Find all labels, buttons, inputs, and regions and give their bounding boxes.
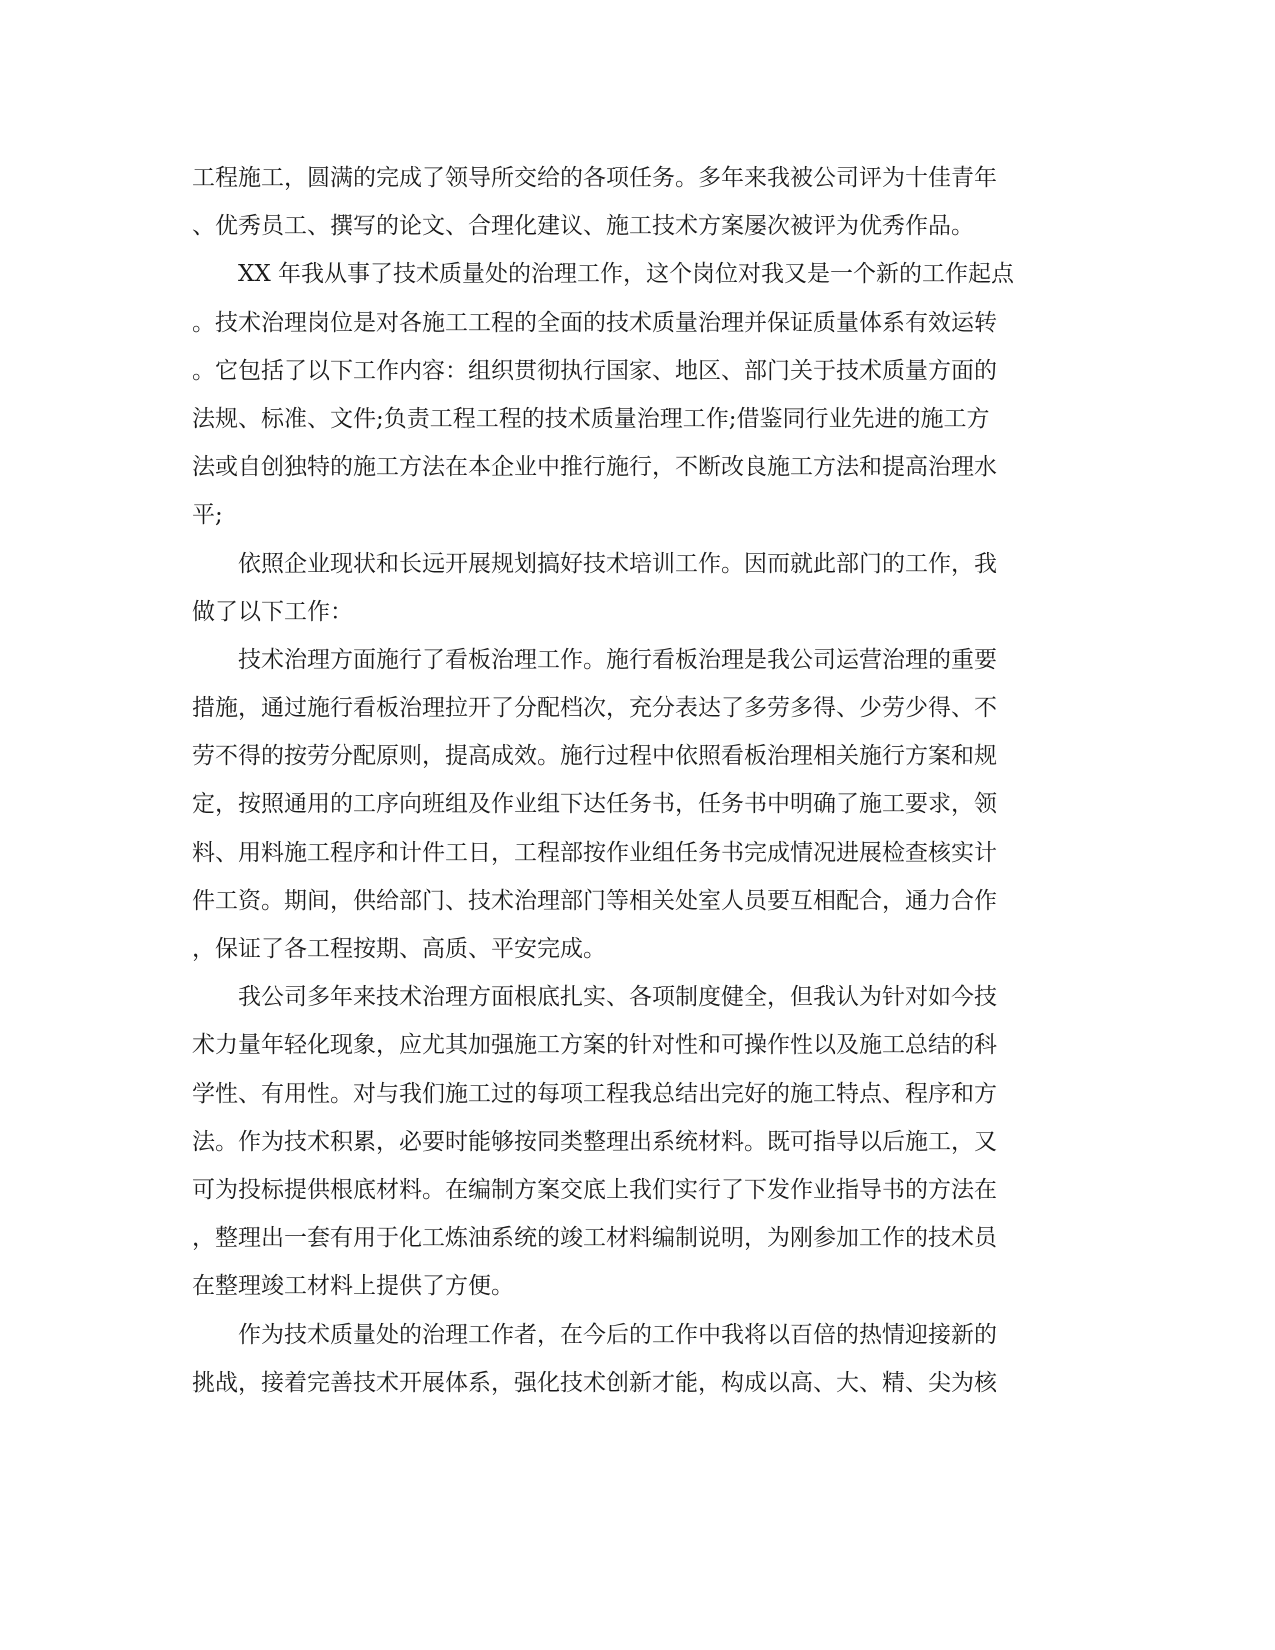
body-text	[192, 154, 1092, 1407]
text-line: 、优秀员工、撰写的论文、合理化建议、施工技术方案屡次被评为优秀作品。	[192, 213, 974, 240]
text-line: 术力量年轻化现象，应尤其加强施工方案的针对性和可操作性以及施工总结的科	[192, 1032, 997, 1059]
text-line: XX 年我从事了技术质量处的治理工作，这个岗位对我又是一个新的工作起点	[238, 261, 1015, 288]
text-line: 法或自创独特的施工方法在本企业中推行施行，不断改良施工方法和提高治理水	[192, 454, 997, 481]
text-line: 我公司多年来技术治理方面根底扎实、各项制度健全，但我认为针对如今技	[238, 984, 997, 1011]
text-line: 平;	[192, 502, 223, 529]
text-line: 。它包括了以下工作内容：组织贯彻执行国家、地区、部门关于技术质量方面的	[192, 357, 997, 384]
text-line: 法。作为技术积累，必要时能够按同类整理出系统材料。既可指导以后施工，又	[192, 1128, 997, 1155]
text-line: ，整理出一套有用于化工炼油系统的竣工材料编制说明，为刚参加工作的技术员	[192, 1225, 997, 1252]
text-line: 依照企业现状和长远开展规划搞好技术培训工作。因而就此部门的工作，我	[238, 550, 997, 577]
text-line: 作为技术质量处的治理工作者，在今后的工作中我将以百倍的热情迎接新的	[238, 1321, 997, 1348]
text-line: 措施，通过施行看板治理拉开了分配档次，充分表达了多劳多得、少劳少得、不	[192, 695, 997, 722]
text-line: ，保证了各工程按期、高质、平安完成。	[192, 936, 606, 962]
text-line: 定，按照通用的工序向班组及作业组下达任务书，任务书中明确了施工要求，领	[192, 791, 997, 818]
text-line: 。技术治理岗位是对各施工工程的全面的技术质量治理并保证质量体系有效运转	[192, 309, 997, 336]
text-line: 工程施工，圆满的完成了领导所交给的各项任务。多年来我被公司评为十佳青年	[192, 165, 997, 191]
text-line: 技术治理方面施行了看板治理工作。施行看板治理是我公司运营治理的重要	[238, 646, 997, 673]
text-line: 学性、有用性。对与我们施工过的每项工程我总结出完好的施工特点、程序和方	[192, 1080, 997, 1107]
text-line: 挑战，接着完善技术开展体系，强化技术创新才能，构成以高、大、精、尖为核	[192, 1369, 997, 1396]
text-line: 劳不得的按劳分配原则，提高成效。施行过程中依照看板治理相关施行方案和规	[192, 743, 997, 770]
text-line: 件工资。期间，供给部门、技术治理部门等相关处室人员要互相配合，通力合作	[192, 887, 997, 914]
text-line: 可为投标提供根底材料。在编制方案交底上我们实行了下发作业指导书的方法在	[192, 1176, 997, 1203]
text-line: 做了以下工作：	[192, 598, 353, 625]
text-line: 料、用料施工程序和计件工日，工程部按作业组任务书完成情况进展检查核实计	[192, 839, 997, 866]
text-line: 法规、标准、文件;负责工程工程的技术质量治理工作;借鉴同行业先进的施工方	[192, 405, 990, 432]
text-line: 在整理竣工材料上提供了方便。	[192, 1273, 514, 1300]
